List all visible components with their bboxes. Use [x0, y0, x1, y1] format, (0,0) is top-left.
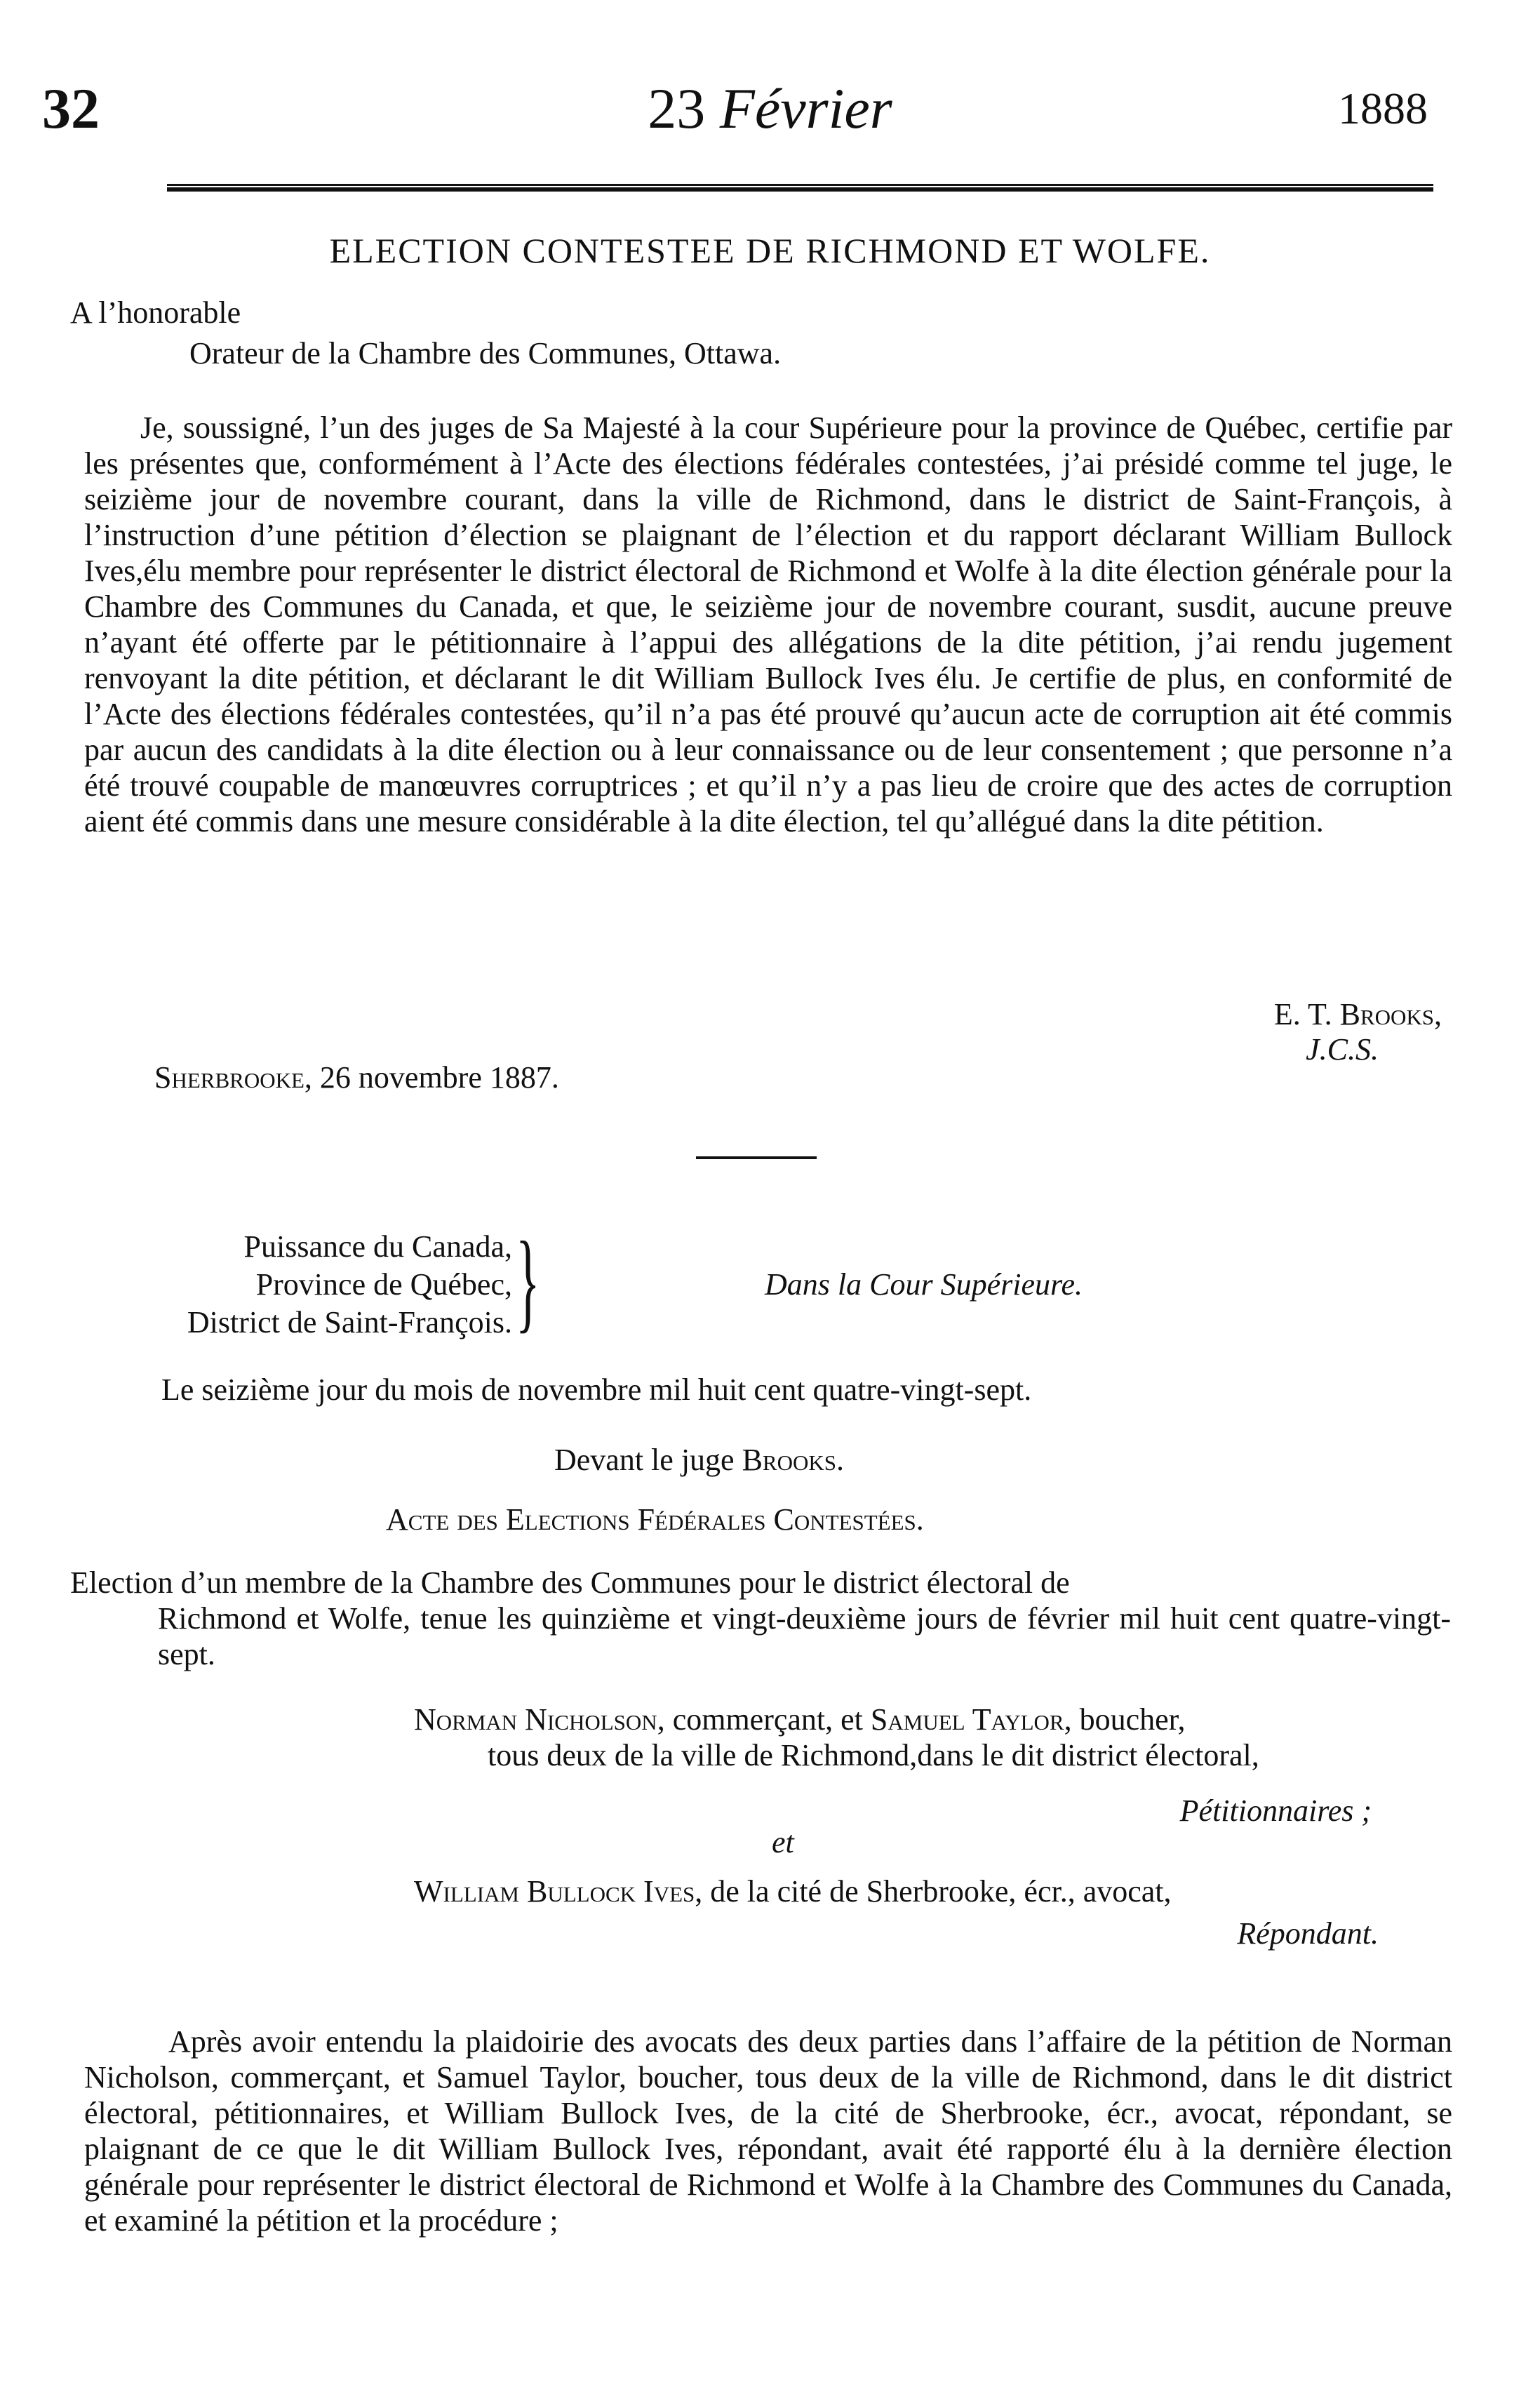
signature-name: E. T. Brooks, — [1273, 997, 1442, 1031]
signature-title: J.C.S. — [1306, 1032, 1379, 1067]
date-text: , 26 novembre 1887. — [304, 1060, 559, 1095]
header-day: 23 — [648, 76, 706, 140]
header-date — [0, 76, 1540, 142]
petitioner-text-2: , boucher, — [1064, 1702, 1186, 1737]
petitioners-block — [414, 1702, 1452, 1773]
header-month: Février — [719, 76, 892, 140]
before-judge-line — [554, 1442, 844, 1478]
election-paragraph — [70, 1565, 1451, 1672]
header-year: 1888 — [1338, 83, 1428, 133]
jurisdiction-line: Puissance du Canada, — [243, 1229, 512, 1264]
petitioner-name-2: Samuel Taylor — [870, 1702, 1064, 1737]
place-date — [154, 1060, 559, 1095]
act-title: Acte des Elections Fédérales Contestées. — [386, 1502, 924, 1537]
petitioner-name-1: Norman Nicholson — [414, 1702, 657, 1737]
brace-icon: } — [516, 1218, 540, 1343]
jurisdiction-block — [105, 1228, 512, 1342]
petitioners-role: Pétitionnaires ; — [1179, 1793, 1372, 1828]
page-number: 32 — [42, 76, 100, 140]
judge-name: Brooks. — [742, 1443, 845, 1477]
petitioner-text-1: , commerçant, et — [657, 1702, 871, 1737]
section-divider — [696, 1156, 817, 1159]
judgment-paragraph: Après avoir entendu la plaidoirie des avocats des deux parties dans l’affaire de la pétition de Norman Nicholson, commerçant, et Samuel Taylor, boucher, tous deux de la ville de Richmond, dans le dit district électoral, pétitionnaires, et William Bullock Ives, de la cité de Sherbrooke, écr., avocat, répondant, se plaignant de ce que le dit William Bullock Ives, répondant, avait été rapporté élu à la dernière élection générale pour représenter le district électoral de Richmond et Wolfe à la Chambre des Communes du Canada, et examiné la pétition et la procédure ; — [84, 2024, 1452, 2238]
header-rule — [167, 184, 1433, 192]
petitioner-continuation: tous deux de la ville de Richmond,dans le dit district électoral, — [488, 1738, 1259, 1772]
certificate-paragraph: Je, soussigné, l’un des juges de Sa Majesté à la cour Supérieure pour la province de Québec, certifie par les présentes que, conformément à l’Acte des élections fédérales contestées, j’ai présidé comme tel juge, le seizième jour de novembre courant, dans la ville de Richmond, dans le district de Saint-François, à l’instruction d’une pétition d’élection se plaignant de l’élection et du rapport déclarant William Bullock Ives,élu membre pour représenter le district électoral de Richmond et Wolfe à la dite élection générale pour la Chambre des Communes du Canada, et que, le seizième jour de novembre courant, susdit, aucune preuve n’ayant été offerte par le pétitionnaire à l’appui des allégations de la dite pétition, j’ai rendu jugement renvoyant la dite pétition, et déclarant le dit William Bullock Ives élu. Je certifie de plus, en conformité de l’Acte des élections fédérales contestées, qu’il n’a pas été prouvé qu’aucun acte de corruption ait été commis par aucun des candidats à la dite élection ou à leur connaissance ou de leur consentement ; que personne n’a été trouvé coupable de manœuvres corruptrices ; et qu’il n’y a pas lieu de croire que des actes de corruption aient été commis dans une mesure considérable à la dite élection, tel qu’allégué dans la dite pétition. — [84, 410, 1452, 838]
court-name: Dans la Cour Supérieure. — [765, 1267, 1083, 1302]
respondent-role: Répondant. — [1237, 1916, 1379, 1951]
election-first-line: Election d’un membre de la Chambre des Communes pour le district électoral de — [70, 1565, 1070, 1600]
jurisdiction-line: District de Saint-François. — [187, 1305, 512, 1339]
page-header — [0, 76, 1540, 153]
place-name: Sherbrooke — [154, 1060, 304, 1095]
respondent-name: William Bullock Ives — [414, 1874, 695, 1909]
election-continuation: Richmond et Wolfe, tenue les quinzième et vingt-deuxième jours de février mil huit cent quatre-vingt-sept. — [158, 1601, 1451, 1671]
jurisdiction-line: Province de Québec, — [255, 1267, 512, 1302]
before-judge-prefix: Devant le juge — [554, 1443, 742, 1477]
respondent-text: , de la cité de Sherbrooke, écr., avocat, — [695, 1874, 1172, 1909]
conjunction-et: et — [772, 1825, 794, 1859]
section-title: ELECTION CONTESTEE DE RICHMOND ET WOLFE. — [329, 231, 1211, 270]
day-line: Le seizième jour du mois de novembre mil huit cent quatre-vingt-sept. — [161, 1372, 1032, 1407]
respondent-block — [414, 1873, 1452, 1909]
addressee-line-1: A l’honorable — [70, 295, 241, 330]
addressee-line-2: Orateur de la Chambre des Communes, Ottawa. — [189, 336, 782, 370]
